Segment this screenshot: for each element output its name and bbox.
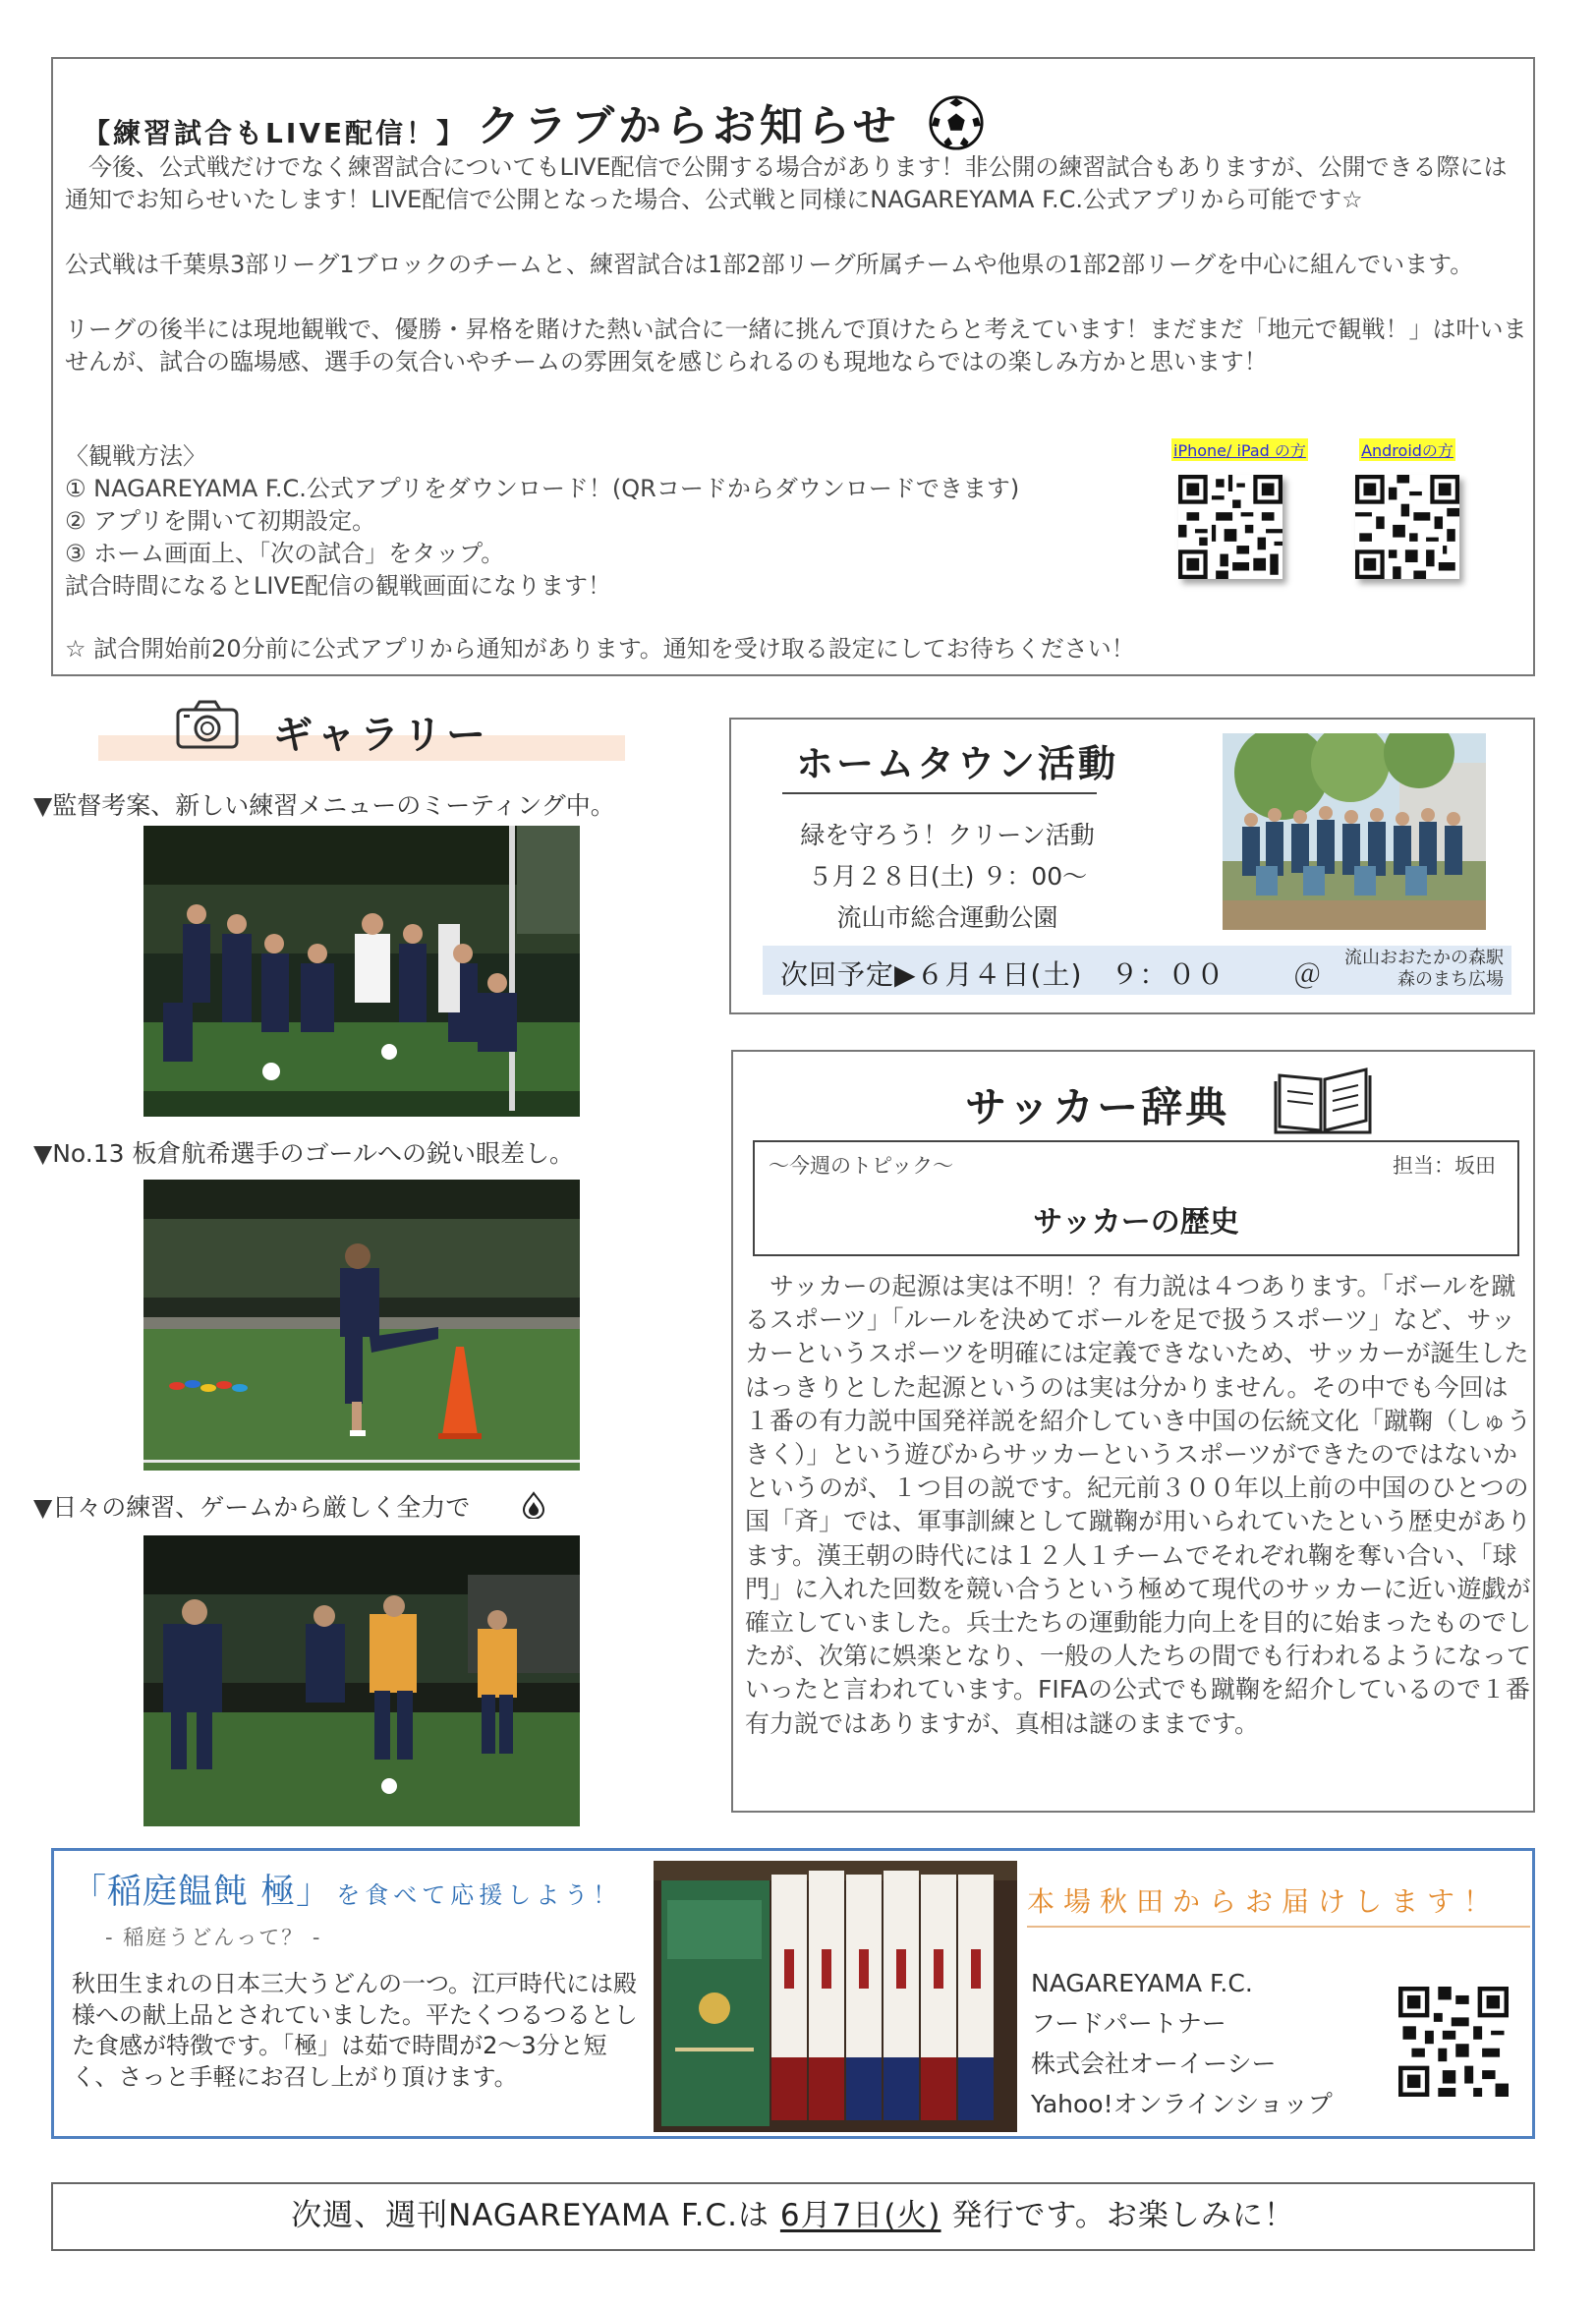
topic-title: サッカーの歴史 [1033,1205,1239,1240]
hometown-group-photo [1223,733,1486,930]
notification-note: ☆ 試合開始前20分前に公式アプリから通知があります。通知を受け取る設定にしてお待ちください！ [65,635,1135,663]
dictionary-body: サッカーの起源は実は不明！？有力説は４つあります。「ボールを蹴るスポーツ」「ルールを決めてボールを足で扱うスポーツ」など、サッカーというスポーツを明確には定義できないため、サッカーが誕生したはっきりとした起源というのは実は分かりません。その中でも今回は１番の有力説中国発祥説を紹介していき中国の伝統文化「蹴鞠（しゅうきく）」という遊びからサッカーというスポーツができたのではないかというのが、１つ目の説です。紀元前３００年以上前の中国のひとつの国「斉」では、軍事訓練として蹴鞠が用いられていたという歴史があります。漢王朝の時代には１２人１チームでそれぞれ鞠を奪い合い、「球門」に入れた回数を競い合うという極めて現代のサッカーに近い遊戯が確立していました。兵士たちの運動能力向上を目的に始まったものでしたが、次第に娯楽となり、一般の人たちの間でも行われるようになっていったと言われています。FIFAの公式でも蹴鞠を紹介しているので１番有力説ではありますが、真相は謎のままです。 [745,1272,1532,1738]
hometown-activity-section [729,718,1535,1014]
gallery-caption: ▼No.13 板倉航希選手のゴールへの鋭い眼差し。 [33,1139,574,1168]
next-schedule-label: 次回予定▶６月４日(土) ９：００ [780,958,1226,991]
qr-android-label[interactable]: Androidの方 [1359,438,1455,461]
howto-step: 試合時間になるとLIVE配信の観戦画面になります！ [65,572,612,600]
howto-step: ② アプリを開いて初期設定。 [65,507,376,535]
udon-subtitle: - 稲庭うどんって？ - [105,1926,322,1949]
hometown-event-date: ５月２８日(土) ９：00～ [807,862,1088,891]
news-paragraph: 今後、公式戦だけでなく練習試合についてもLIVE配信で公開する場合があります！非公開の練習試合もありますが、公開できる際には通知でお知らせいたします！LIVE配信で公開となった場合、公式戦と同様にNAGAREYAMA F.C.公式アプリから可能です☆ [65,153,1508,213]
book-icon [1274,1062,1372,1136]
udon-header-rule [1027,1926,1530,1928]
qr-iphone-label[interactable]: iPhone/ iPad の方 [1171,438,1308,461]
footer-date: 6月7日(火) [779,2198,941,2233]
topic-box [753,1140,1519,1256]
next-schedule-bar [763,946,1511,995]
hometown-title-underline [782,792,1097,794]
news-paragraph: 公式戦は千葉県3部リーグ1ブロックのチームと、練習試合は1部2部リーグ所属チームや他県の1部2部リーグを中心に組んでいます。 [65,251,1474,278]
footer-suffix: 発行です。お楽しみに！ [940,2198,1295,2233]
qr-code-shop[interactable] [1398,1987,1509,2097]
qr-code-android[interactable] [1355,475,1459,579]
hometown-event-place: 流山市総合運動公園 [836,903,1058,932]
udon-partner-info [1031,1963,1333,2124]
udon-title-sub: を食べて応援しよう！ [336,1881,622,1909]
photo-player-shooting [143,1180,580,1471]
next-issue-footer [51,2182,1535,2251]
topic-author: 担当：坂田 [1393,1154,1496,1178]
qr-android-group [1348,438,1466,579]
soccer-dictionary-section [731,1050,1535,1813]
photo-practice-game [143,1535,580,1826]
club-news-section [51,57,1535,676]
gallery-caption: ▼監督考案、新しい練習メニューのミーティング中。 [33,791,615,820]
topic-label: ～今週のトピック～ [769,1154,954,1178]
news-headline [83,94,985,151]
udon-title [72,1865,621,1914]
location-line-1: 流山おおたかの森駅 [1344,948,1504,968]
udon-product-photo [654,1861,1017,2132]
udon-description: 秋田生まれの日本三大うどんの一つ。江戸時代には殿様への献上品とされていました。平たくつるつるとした食感が特徴です。「極」は茹で時間が2～3分と短く、さっと手軽にお召し上がり頂けます。 [72,1970,638,2091]
howto-step: ① NAGAREYAMA F.C.公式アプリをダウンロード！(QRコードからダウンロードできます) [65,475,1020,502]
udon-promo-section [51,1848,1535,2139]
news-paragraph: リーグの後半には現地観戦で、優勝・昇格を賭けた熱い試合に一緒に挑んで頂けたらと考えています！まだまだ「地元で観戦！」は叶いませんが、試合の臨場感、選手の気合いやチームの雰囲気を感じられるのも現地ならではの楽しみ方かと思います！ [65,316,1527,375]
info-line: Yahoo!オンラインショップ [1031,2090,1333,2118]
location-at-mark: ＠ [1293,958,1322,991]
howto-step: ③ ホーム画面上、「次の試合」をタップ。 [65,540,505,567]
qr-code-iphone[interactable] [1178,475,1282,579]
location-line-2: 森のまち広場 [1397,969,1504,990]
hometown-title: ホームタウン活動 [796,742,1119,785]
gallery-title: ギャラリー [273,713,489,758]
udon-title-main: 「稲庭饂飩 極」 [72,1873,332,1912]
next-schedule-location [1327,948,1504,991]
camera-icon [175,698,240,751]
news-tag: 【練習試合もLIVE配信！】 [83,117,468,149]
hometown-event-name: 緑を守ろう！クリーン活動 [800,821,1095,849]
howto-title: 〈観戦方法〉 [65,442,206,470]
qr-iphone-group [1171,438,1306,579]
soccer-ball-icon [928,94,985,151]
info-line: 株式会社オーイーシー [1031,2050,1277,2078]
footer-prefix: 次週、週刊NAGAREYAMA F.C.は [291,2198,780,2233]
gallery-header [98,688,625,767]
dictionary-title: サッカー辞典 [965,1083,1230,1131]
udon-right-header: 本場秋田からお届けします！ [1027,1885,1501,1918]
info-line: フードパートナー [1031,2009,1226,2038]
gallery-caption: ▼日々の練習、ゲームから厳しく全力で [33,1493,471,1522]
info-line: NAGAREYAMA F.C. [1031,1969,1253,1997]
photo-meeting [143,826,580,1117]
news-title: クラブからお知らせ [477,101,900,151]
fire-drop-icon [521,1491,546,1519]
footer-text [291,2198,1295,2233]
